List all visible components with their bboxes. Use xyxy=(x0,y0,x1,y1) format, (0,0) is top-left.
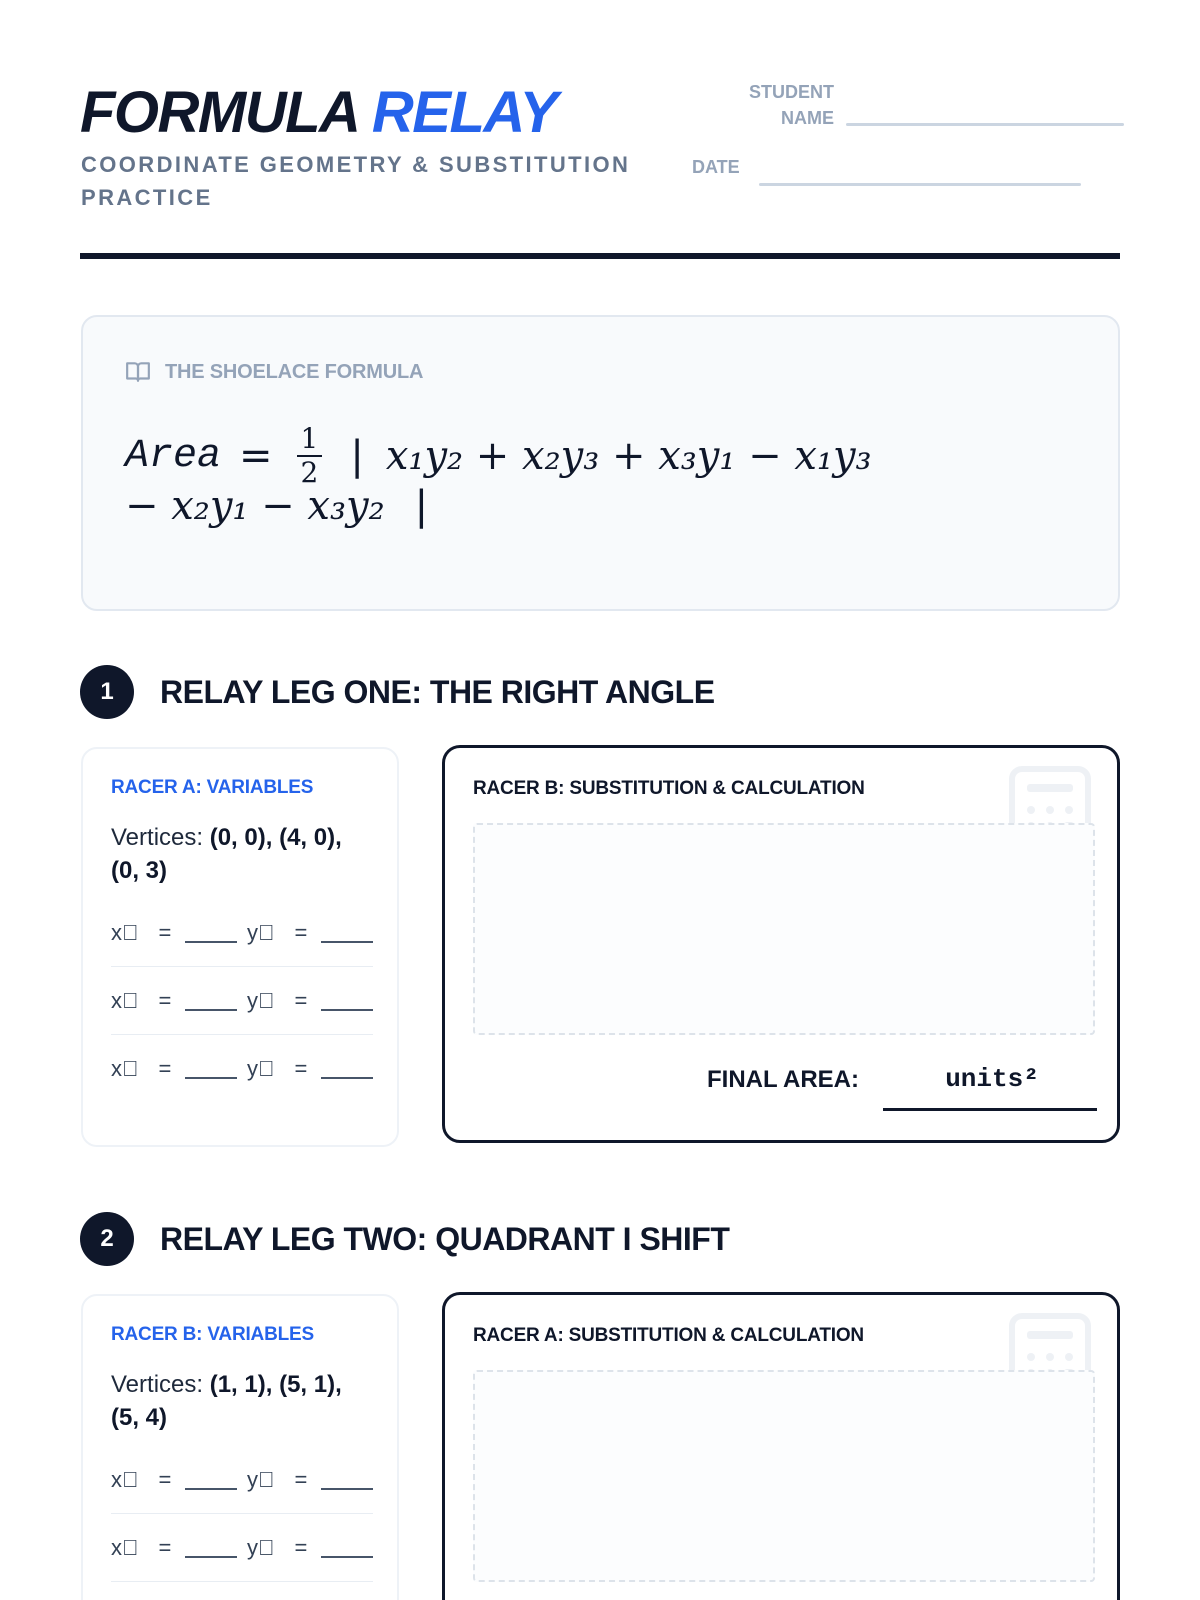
formula-lhs: Area xyxy=(125,433,222,479)
variables-card xyxy=(81,1294,399,1600)
formula-line-1 xyxy=(125,422,872,489)
student-name-field[interactable] xyxy=(846,123,1124,126)
worksheet-subtitle: COORDINATE GEOMETRY & SUBSTITUTION PRACTICE xyxy=(81,152,631,210)
y-answer-blank[interactable] xyxy=(321,1065,373,1079)
leg-title: RELAY LEG ONE: THE RIGHT ANGLE xyxy=(160,674,715,710)
y-answer-blank[interactable] xyxy=(321,1476,373,1490)
calculation-heading: RACER A: SUBSTITUTION & CALCULATION xyxy=(473,1325,864,1346)
x-answer-blank[interactable] xyxy=(185,997,237,1011)
x-answer-blank[interactable] xyxy=(185,929,237,943)
variables-heading: RACER B: VARIABLES xyxy=(111,1324,314,1345)
x-answer-blank[interactable] xyxy=(185,1476,237,1490)
worksheet-title xyxy=(80,80,557,146)
calculation-card xyxy=(442,1292,1120,1600)
x-answer-blank[interactable] xyxy=(185,1544,237,1558)
final-area-label: FINAL AREA: xyxy=(707,1066,859,1093)
formula-fraction: $\frac{1}{2}$ xyxy=(297,425,323,487)
formula-line-2 xyxy=(125,483,450,529)
y-answer-blank[interactable] xyxy=(321,929,373,943)
leg-number-badge: 1 xyxy=(80,665,134,719)
book-icon xyxy=(125,359,151,385)
vertices-text: Vertices: (0, 0), (4, 0), (0, 3) xyxy=(111,824,342,884)
calculation-card xyxy=(442,745,1120,1143)
variable-row: x⃞ = y⃞ = xyxy=(111,899,373,967)
variable-row: x⃞ = y⃞ = xyxy=(111,967,373,1035)
variables-heading: RACER A: VARIABLES xyxy=(111,777,314,798)
abs-bar-close: | xyxy=(414,483,429,529)
student-name-label: STUDENT NAME xyxy=(749,82,834,128)
variable-row: x⃞ = y⃞ = xyxy=(111,1035,373,1103)
vertices-text: Vertices: (1, 1), (5, 1), (5, 4) xyxy=(111,1371,342,1431)
work-area[interactable] xyxy=(473,1370,1095,1582)
formula-panel xyxy=(81,315,1120,611)
x-answer-blank[interactable] xyxy=(185,1065,237,1079)
leg-title: RELAY LEG TWO: QUADRANT I SHIFT xyxy=(160,1221,730,1257)
date-label: DATE xyxy=(692,157,740,177)
variable-row: x⃞ = y⃞ = xyxy=(111,1514,373,1582)
formula-terms-2: − x₂y₁ − x₃y₂ xyxy=(125,483,385,529)
y-answer-blank[interactable] xyxy=(321,1544,373,1558)
y-answer-blank[interactable] xyxy=(321,997,373,1011)
variables-card xyxy=(81,747,399,1147)
calculation-heading: RACER B: SUBSTITUTION & CALCULATION xyxy=(473,778,865,799)
formula-terms-1: x₁y₂ + x₂y₃ + x₃y₁ − x₁y₃ xyxy=(385,433,872,479)
title-main: FORMULA xyxy=(80,80,358,145)
variable-row: x⃞ = y⃞ = xyxy=(111,1446,373,1514)
formula-heading: THE SHOELACE FORMULA xyxy=(125,359,423,385)
final-area-units: units² xyxy=(945,1064,1039,1094)
final-area-answer-line[interactable] xyxy=(883,1108,1097,1111)
leg-number-badge: 2 xyxy=(80,1212,134,1266)
title-accent: RELAY xyxy=(371,80,557,145)
formula-equals: = xyxy=(239,433,273,479)
work-area[interactable] xyxy=(473,823,1095,1035)
header-divider xyxy=(80,253,1120,259)
date-field[interactable] xyxy=(759,183,1081,186)
abs-bar-open: | xyxy=(350,433,364,479)
